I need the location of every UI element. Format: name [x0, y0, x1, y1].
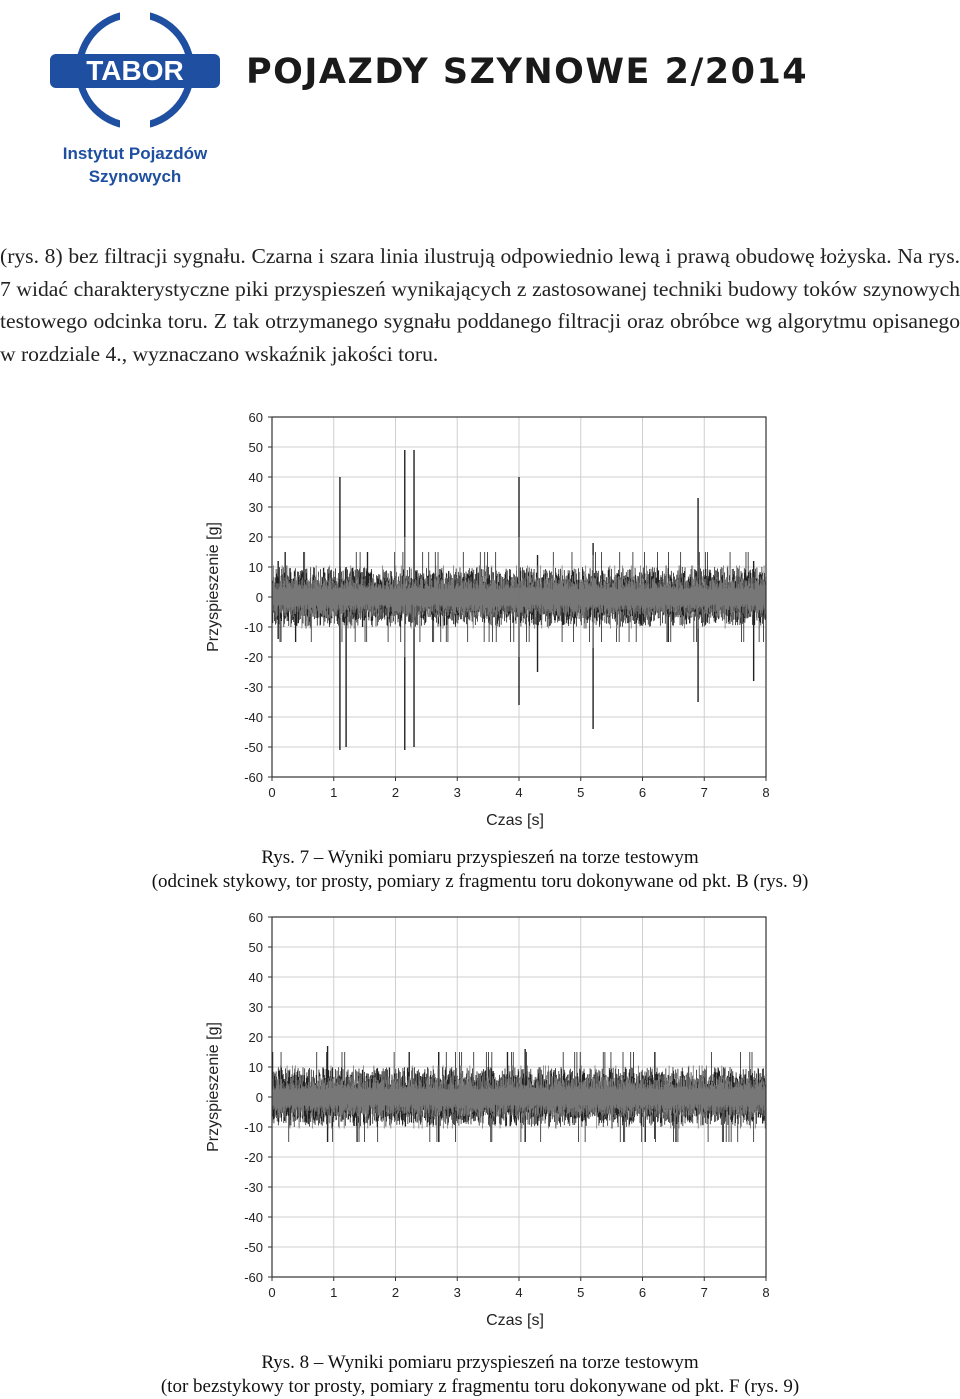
- y-tick-label: -10: [244, 1120, 263, 1135]
- y-tick-label: 60: [248, 410, 263, 425]
- logo-text: TABOR: [86, 55, 184, 86]
- chart-figure-8: [0, 905, 960, 1345]
- x-tick-label: 5: [577, 785, 585, 800]
- y-tick-label: 60: [248, 910, 263, 925]
- y-tick-label: 10: [248, 560, 263, 575]
- chart-figure-7: [0, 405, 960, 845]
- x-tick-label: 4: [515, 1285, 523, 1300]
- y-tick-label: 50: [248, 940, 263, 955]
- x-tick-label: 1: [330, 1285, 338, 1300]
- y-tick-label: 40: [248, 470, 263, 485]
- y-tick-label: -50: [244, 740, 263, 755]
- y-tick-label: -60: [244, 1270, 263, 1285]
- x-tick-label: 6: [638, 1285, 647, 1300]
- y-tick-label: 10: [248, 1060, 263, 1075]
- figure-8-caption: [0, 1351, 960, 1399]
- figure-8-caption-line1: Rys. 8 – Wyniki pomiaru przyspieszeń na torze testowym: [261, 1352, 699, 1373]
- x-tick-label: 8: [762, 785, 770, 800]
- x-tick-label: 0: [268, 1285, 276, 1300]
- x-axis-label: Czas [s]: [486, 1312, 544, 1329]
- journal-title: POJAZDY SZYNOWE 2/2014: [246, 52, 809, 92]
- y-tick-label: 20: [248, 1030, 263, 1045]
- y-tick-label: 0: [255, 1090, 263, 1105]
- x-axis-label: Czas [s]: [486, 812, 544, 829]
- y-tick-label: 50: [248, 440, 263, 455]
- x-tick-label: 5: [577, 1285, 585, 1300]
- x-tick-label: 7: [700, 785, 708, 800]
- y-axis-label: Przyspieszenie [g]: [205, 1022, 222, 1152]
- figure-7-caption-line1: Rys. 7 – Wyniki pomiaru przyspieszeń na torze testowym: [261, 847, 699, 868]
- y-tick-label: 40: [248, 970, 263, 985]
- y-tick-label: 0: [255, 590, 263, 605]
- y-tick-label: -20: [244, 650, 263, 665]
- x-tick-label: 3: [453, 785, 461, 800]
- x-tick-label: 4: [515, 785, 523, 800]
- tabor-logo: [50, 8, 220, 193]
- page-header: [0, 0, 960, 200]
- figure-7: [0, 405, 960, 845]
- logo-caption-line2: Szynowych: [88, 167, 182, 186]
- y-tick-label: -30: [244, 1180, 263, 1195]
- y-tick-label: -60: [244, 770, 263, 785]
- body-paragraph-block: [0, 240, 960, 370]
- y-tick-label: 30: [248, 500, 263, 515]
- y-tick-label: -20: [244, 1150, 263, 1165]
- x-tick-label: 7: [700, 1285, 708, 1300]
- y-axis-label: Przyspieszenie [g]: [205, 522, 222, 652]
- y-tick-label: -30: [244, 680, 263, 695]
- x-tick-label: 3: [453, 1285, 461, 1300]
- figure-8: [0, 905, 960, 1345]
- y-tick-label: -40: [244, 1210, 263, 1225]
- body-paragraph: (rys. 8) bez filtracji sygnału. Czarna i szara linia ilustrują odpowiednio lewą i prawą obudowę łożyska. Na rys. 7 widać charakterystyczne piki przyspieszeń wynikających z zastosowanej techniki budowy toków szynowych testowego odcinka toru. Z tak otrzymanego sygnału poddanego filtracji oraz obróbce wg algorytmu opisanego w rozdziale 4., wyznaczano wskaźnik jakości toru.: [0, 244, 960, 366]
- x-tick-label: 0: [268, 785, 276, 800]
- y-tick-label: 20: [248, 530, 263, 545]
- y-tick-label: -10: [244, 620, 263, 635]
- x-tick-label: 1: [330, 785, 338, 800]
- figure-7-caption: [0, 846, 960, 894]
- y-tick-label: -40: [244, 710, 263, 725]
- x-tick-label: 6: [638, 785, 647, 800]
- logo-caption-line1: Instytut Pojazdów: [62, 144, 208, 163]
- figure-7-caption-line2: (odcinek stykowy, tor prosty, pomiary z fragmentu toru dokonywane od pkt. B (rys. 9): [151, 871, 809, 892]
- y-tick-label: -50: [244, 1240, 263, 1255]
- figure-8-caption-line2: (tor bezstykowy tor prosty, pomiary z fragmentu toru dokonywane od pkt. F (rys. 9): [160, 1376, 800, 1397]
- x-tick-label: 2: [391, 785, 400, 800]
- x-tick-label: 8: [762, 1285, 770, 1300]
- x-tick-label: 2: [391, 1285, 400, 1300]
- y-tick-label: 30: [248, 1000, 263, 1015]
